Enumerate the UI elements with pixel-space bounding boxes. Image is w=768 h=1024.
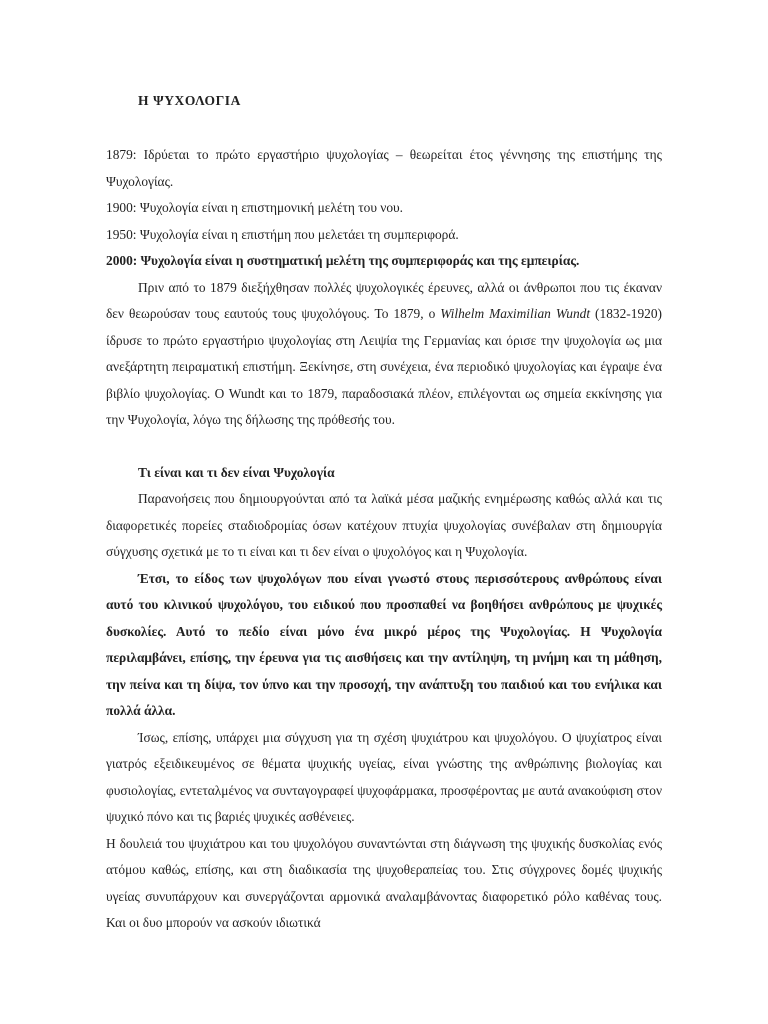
intro-paragraph: [106, 275, 662, 434]
timeline-1950: 1950: Ψυχολογία είναι η επιστήμη που μελετάει τη συμπεριφορά.: [106, 226, 459, 242]
psychiatrist-collaboration-paragraph: Η δουλειά του ψυχιάτρου και του ψυχολόγου συναντώνται στη διάγνωση της ψυχικής δυσκολίας ενός ατόμου καθώς, επίσης, και στη διαδικασία της ψυχοθεραπείας του. Στις σύγχρονες δομές ψυχικής υγείας συνυπάρχουν και συνεργάζονται αρμονικά αναλαμβάνοντας διαφορετικό ρόλο καθένας τους. Και οι δυο μπορούν να ασκούν ιδιωτικά: [106, 835, 662, 930]
timeline-1879: 1879: Ιδρύεται το πρώτο εργαστήριο ψυχολογίας – θεωρείται έτος γέννησης της επιστήμης της Ψυχολογίας.: [106, 147, 662, 189]
document-title: Η ΨΥΧΟΛΟΓΙΑ: [138, 93, 241, 108]
psychiatrist-paragraph: Ίσως, επίσης, υπάρχει μια σύγχυση για τη σχέση ψυχιάτρου και ψυχολόγου. Ο ψυχίατρος είναι γιατρός εξειδικευμένος σε θέματα ψυχικής υγείας, είναι γνώστης της ανθρώπινης βιολογίας και φυσιολογίας, εντεταλμένος να συνταγογραφεί ψυχοφάρμακα, προσφέροντας με αυτά ανακούφιση στον ψυχικό πόνο και τις βαριές ψυχικές ασθένειες.: [106, 729, 662, 824]
intro-text-1: Πριν από το 1879 διεξήχθησαν πολλές ψυχολογικές έρευνες, αλλά οι άνθρωποι που τις έκαναν δεν θεωρούσαν τους εαυτούς τους ψυχολόγους. Το 1879, ο: [106, 279, 662, 321]
section-heading: Τι είναι και τι δεν είναι Ψυχολογία: [138, 464, 335, 480]
timeline-1900: 1900: Ψυχολογία είναι η επιστημονική μελέτη του νου.: [106, 200, 404, 215]
clinical-paragraph: Έτσι, το είδος των ψυχολόγων που είναι γνωστό στους περισσότερους ανθρώπους είναι αυτό του κλινικού ψυχολόγου, του ειδικού που προσπαθεί να βοηθήσει ανθρώπους με ψυχικές δυσκολίες. Αυτό το πεδίο είναι μόνο ένα μικρό μέρος της Ψυχολογίας. Η Ψυχολογία περιλαμβάνει, επίσης, την έρευνα για τις αισθήσεις και την αντίληψη, τη μνήμη και τη μάθηση, την πείνα και τη δίψα, τον ύπνο και την προσοχή, την ανάπτυξη του παιδιού και του ενήλικα και πολλά άλλα.: [106, 570, 662, 718]
misconceptions-paragraph: Παρανοήσεις που δημιουργούνται από τα λαϊκά μέσα μαζικής ενημέρωσης καθώς αλλά και τις διαφορετικές πορείες σταδιοδρομίας όσων κατέχουν πτυχία ψυχολογίας συνέβαλαν στη δημιουργία σύγχυσης σχετικά με το τι είναι και τι δεν είναι ο ψυχολόγος και η Ψυχολογία.: [106, 491, 662, 559]
document-body: [106, 90, 662, 937]
timeline-2000: 2000: Ψυχολογία είναι η συστηματική μελέτη της συμπεριφοράς και της εμπειρίας.: [106, 253, 580, 268]
intro-text-2: (1832-1920) ίδρυσε το πρώτο εργαστήριο ψυχολογίας στη Λειψία της Γερμανίας και όρισε την ψυχολογία ως μια ανεξάρτητη πειραματική επιστήμη. Ξεκίνησε, στη συνέχεια, ένα περιοδικό ψυχολογίας και έγραψε ένα βιβλίο ψυχολογίας. Ο Wundt και το 1879, παραδοσιακά πλέον, επιλέγονται ως σημεία εκκίνησης για την Ψυχολογία, λόγω της δήλωσης της πρόθεσής του.: [106, 306, 662, 427]
wundt-name: Wilhelm Maximilian Wundt: [440, 306, 591, 321]
